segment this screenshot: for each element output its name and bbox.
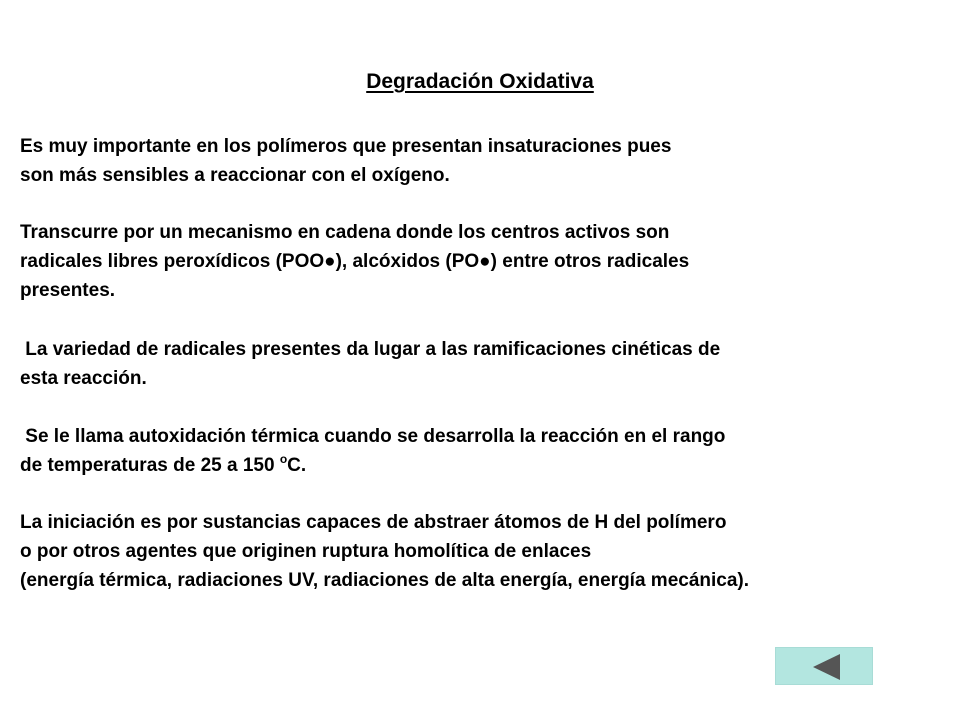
back-button[interactable] [775,647,873,685]
paragraph-line: La variedad de radicales presentes da lugar a las ramificaciones cinéticas de [20,339,721,360]
paragraph-line: (energía térmica, radiaciones UV, radiaciones de alta energía, energía mecánica). [20,570,750,591]
temperature-text: de temperaturas de 25 a 150 [20,455,280,476]
paragraph-line: Es muy importante en los polímeros que presentan insaturaciones pues [20,136,672,157]
paragraph-line: La iniciación es por sustancias capaces de abstraer átomos de H del polímero [20,512,727,533]
celsius-unit: C. [287,455,307,476]
paragraph-line: Transcurre por un mecanismo en cadena donde los centros activos son [20,222,670,243]
paragraph-line-temperature [20,451,950,480]
paragraph-line: son más sensibles a reaccionar con el oxígeno. [20,165,450,186]
paragraph-mechanism [20,218,950,305]
paragraph-initiation [20,508,950,595]
paragraph-autoxidation [20,422,950,480]
paragraph-line: o por otros agentes que originen ruptura homolítica de enlaces [20,541,592,562]
paragraph-unsaturation [20,132,950,190]
paragraph-line: Se le llama autoxidación térmica cuando se desarrolla la reacción en el rango [20,426,726,447]
degree-superscript: o [279,452,288,466]
slide-title: Degradación Oxidativa [366,70,594,93]
triangle-left-icon [776,648,874,686]
paragraph-line: radicales libres peroxídicos (POO●), alcóxidos (PO●) entre otros radicales [20,251,690,272]
paragraph-radical-variety [20,335,950,393]
paragraph-line: presentes. [20,280,116,301]
paragraph-line: esta reacción. [20,368,147,389]
